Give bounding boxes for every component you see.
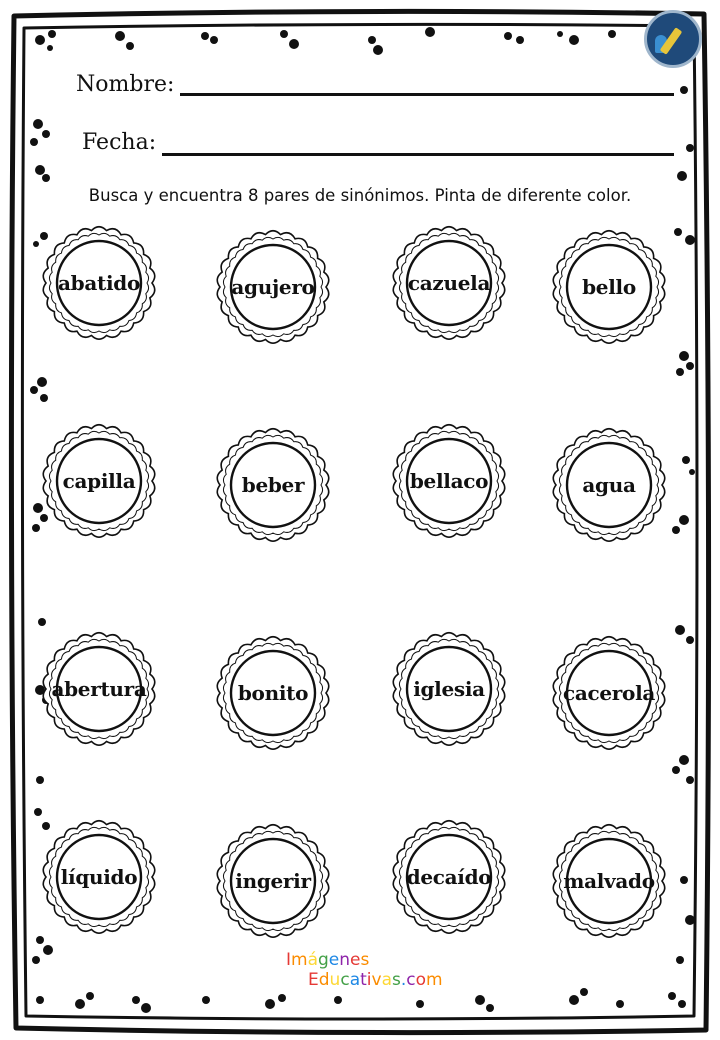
word-badge[interactable] bbox=[550, 228, 668, 346]
word-badge[interactable] bbox=[214, 822, 332, 940]
word-label: líquido bbox=[60, 865, 138, 889]
word-badge[interactable] bbox=[40, 630, 158, 748]
word-badge[interactable] bbox=[550, 822, 668, 940]
logo-badge bbox=[644, 10, 702, 68]
word-badge[interactable] bbox=[390, 818, 508, 936]
word-label: abertura bbox=[51, 677, 147, 701]
word-label: abatido bbox=[58, 271, 140, 295]
brand-logo bbox=[286, 950, 486, 991]
word-badge[interactable] bbox=[40, 422, 158, 540]
word-label: bonito bbox=[237, 681, 309, 705]
name-line[interactable] bbox=[180, 93, 674, 96]
word-badge[interactable] bbox=[390, 630, 508, 748]
name-field bbox=[76, 74, 674, 96]
word-label: cazuela bbox=[407, 271, 491, 295]
word-badge[interactable] bbox=[214, 426, 332, 544]
word-label: agua bbox=[582, 473, 636, 497]
word-label: beber bbox=[241, 473, 305, 497]
word-label: decaído bbox=[406, 865, 492, 889]
word-label: bellaco bbox=[409, 469, 489, 493]
word-label: iglesia bbox=[413, 677, 485, 701]
brand-line-1: Imágenes bbox=[286, 950, 370, 970]
word-badge[interactable] bbox=[214, 634, 332, 752]
instructions: Busca y encuentra 8 pares de sinónimos. Pinta de diferente color. bbox=[88, 186, 632, 205]
word-badge[interactable] bbox=[40, 818, 158, 936]
word-label: agujero bbox=[231, 275, 315, 299]
word-label: malvado bbox=[563, 869, 655, 893]
word-label: cacerola bbox=[562, 681, 656, 705]
word-badge[interactable] bbox=[550, 426, 668, 544]
word-badge[interactable] bbox=[390, 224, 508, 342]
date-line[interactable] bbox=[162, 153, 674, 156]
word-badge[interactable] bbox=[40, 224, 158, 342]
word-label: bello bbox=[582, 275, 636, 299]
word-label: ingerir bbox=[235, 869, 311, 893]
word-badge[interactable] bbox=[214, 228, 332, 346]
word-label: capilla bbox=[62, 469, 136, 493]
name-label: Nombre: bbox=[76, 72, 175, 97]
word-badge[interactable] bbox=[390, 422, 508, 540]
date-field bbox=[82, 132, 674, 154]
brand-line-2: Educativas.com bbox=[308, 970, 443, 991]
date-label: Fecha: bbox=[82, 130, 157, 155]
word-badge[interactable] bbox=[550, 634, 668, 752]
